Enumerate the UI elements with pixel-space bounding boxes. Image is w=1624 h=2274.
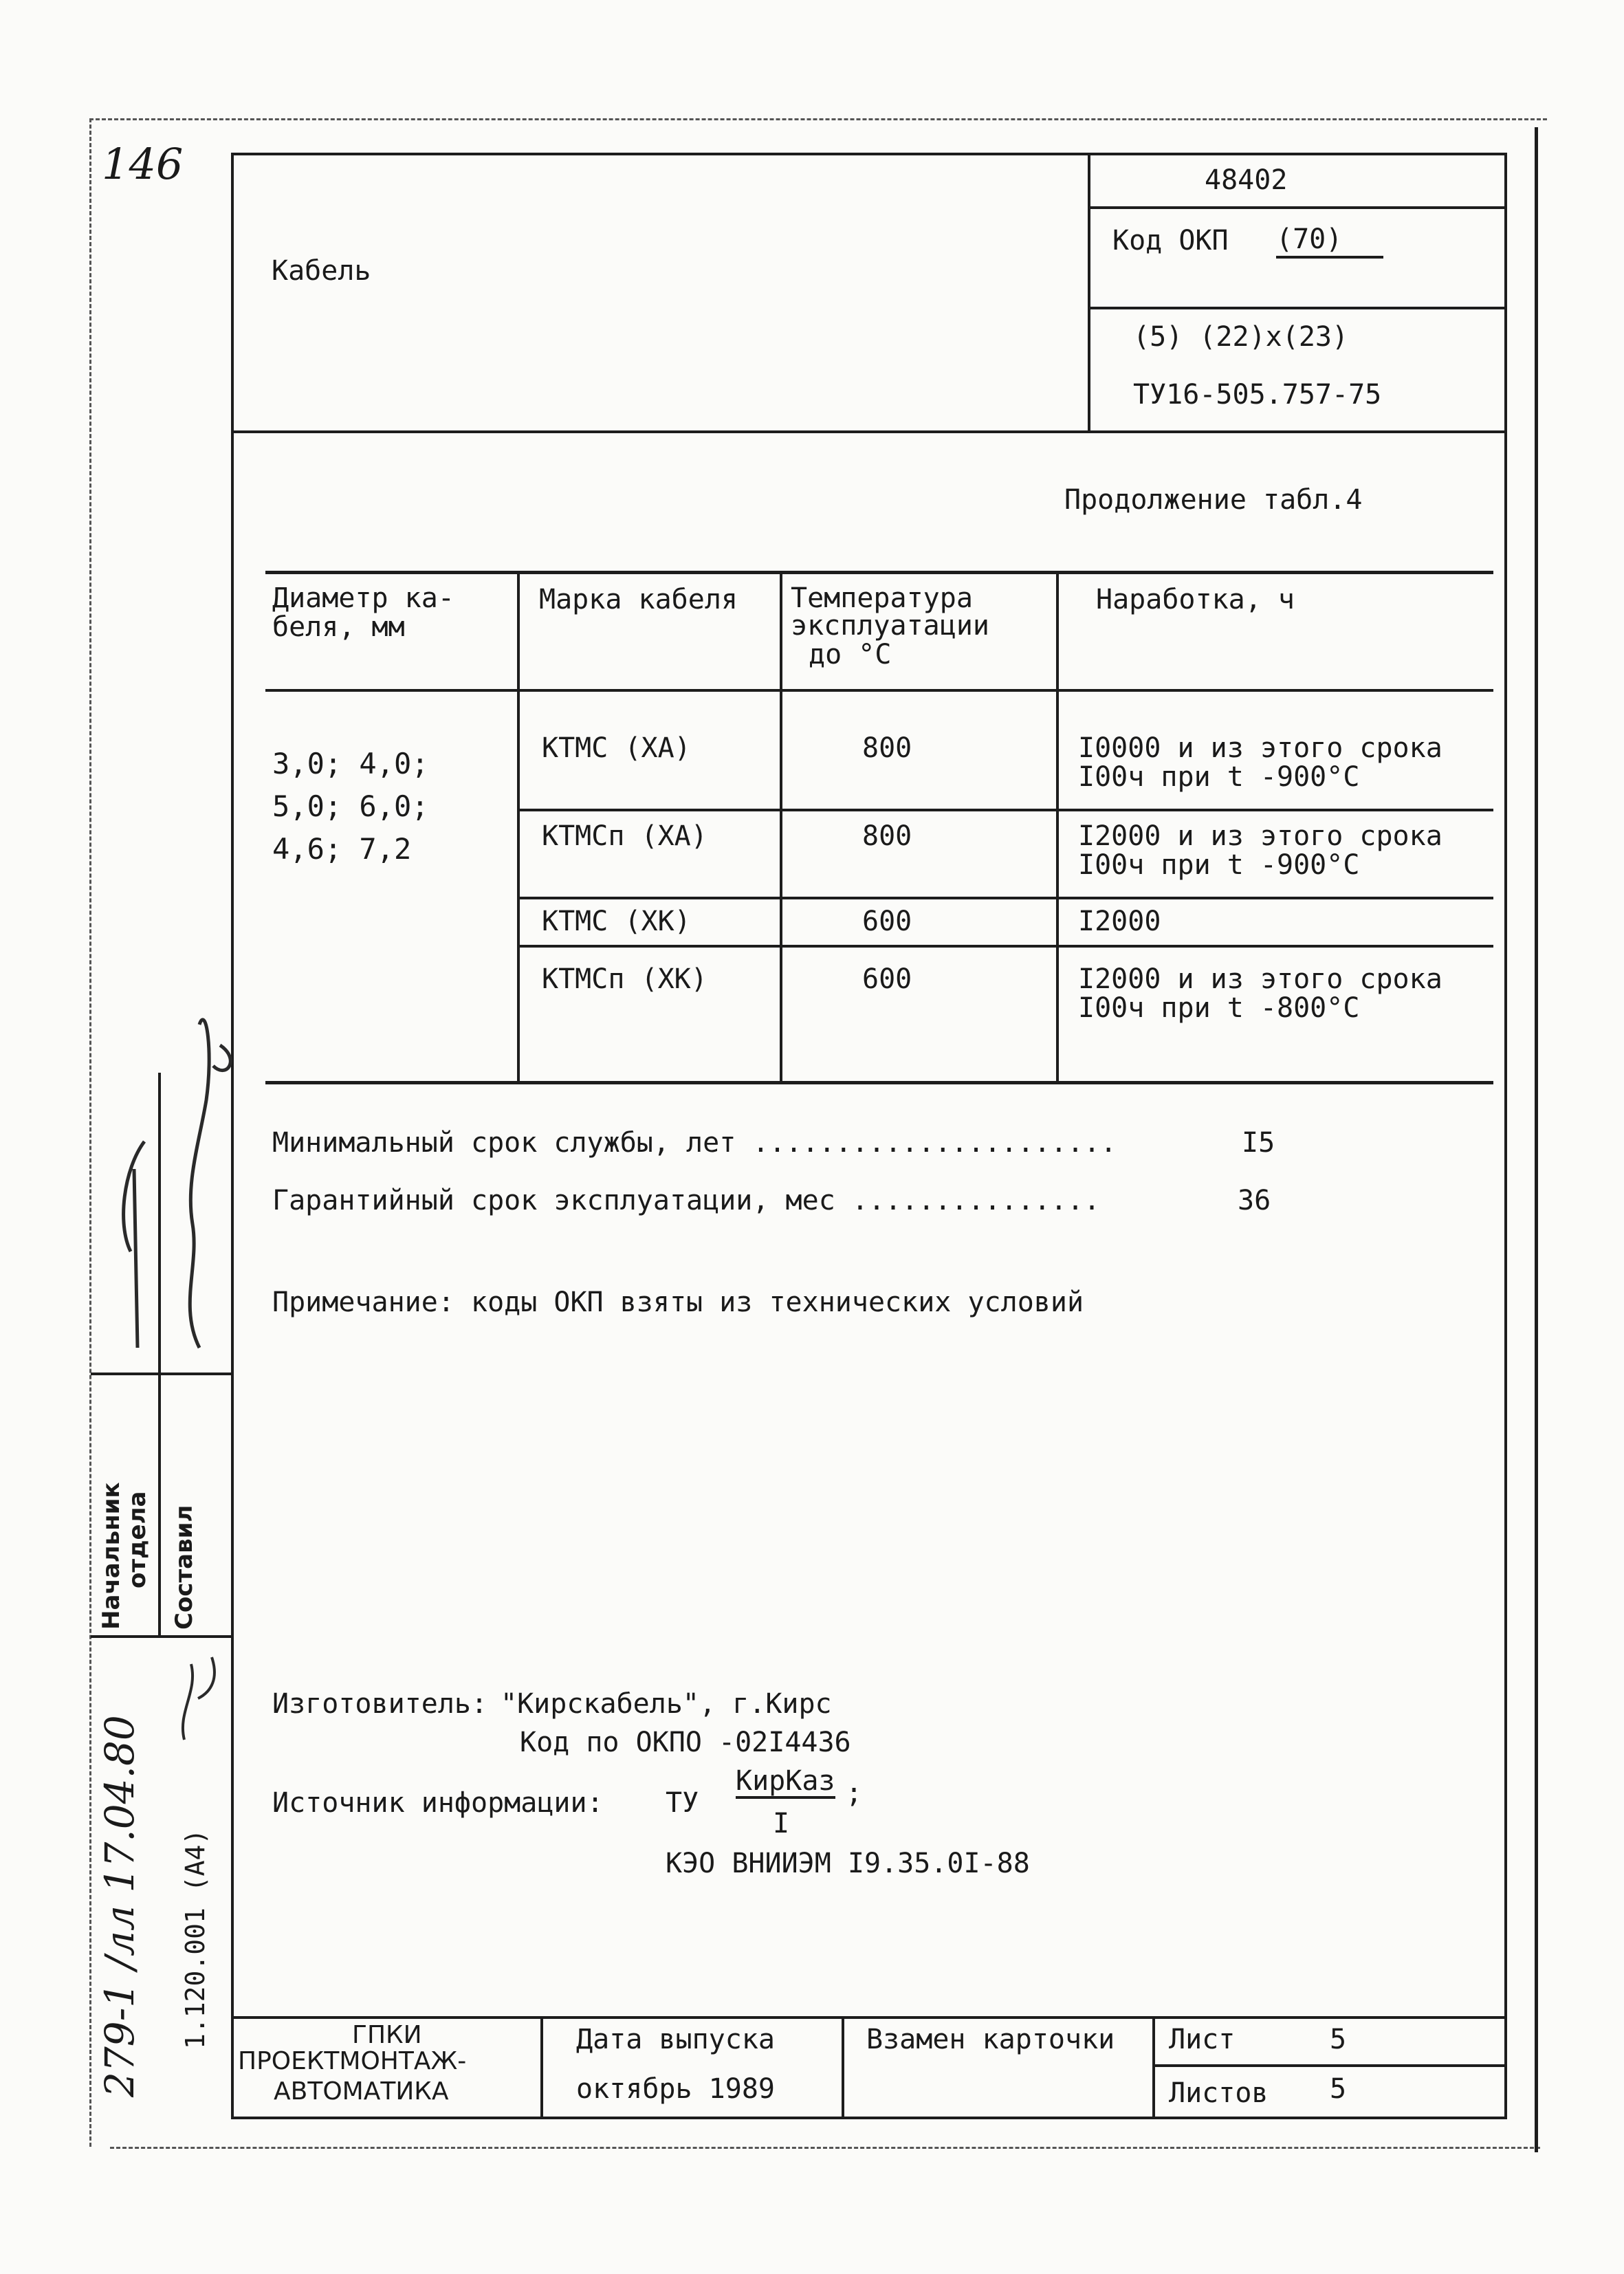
footer-sheet-label: Лист (1169, 2024, 1236, 2055)
code-number: 48402 (1205, 164, 1288, 196)
stamp-handwritten-code: 279-1 /лл 17.04.80 (96, 1715, 143, 2097)
stamp-head-label2: отдела (124, 1491, 151, 1588)
row-2-brand: КТМСп (ХА) (542, 820, 707, 852)
okp-codes: (5) (22)x(23) (1133, 321, 1349, 353)
okp-label: Код ОКП (1112, 225, 1229, 256)
col-header-brand: Марка кабеля (539, 584, 738, 615)
row-1-brand: КТМС (ХА) (542, 732, 691, 764)
source-tu: ТУ (666, 1787, 699, 1819)
row-2-time-line1: I2000 и из этого срока (1078, 820, 1442, 852)
col-header-temperature-line2: эксплуатации (791, 610, 989, 642)
table-bottom-line (265, 1081, 1493, 1084)
table-col-divider-2 (780, 571, 782, 1084)
footer-divider-3 (1152, 2016, 1155, 2119)
footer-top-line (231, 2016, 1507, 2019)
row-1-temp: 800 (862, 732, 912, 764)
col-header-diameter-line1: Диаметр ка- (272, 582, 454, 614)
row-2-temp: 800 (862, 820, 912, 852)
frame-right-outer (1535, 127, 1538, 2152)
warranty-value: 36 (1238, 1185, 1271, 1216)
row-3-brand: КТМС (ХК) (542, 906, 691, 937)
table-caption: Продолжение табл.4 (1064, 484, 1363, 516)
header-okp-line (1088, 307, 1507, 309)
manufacturer-name: "Кирскабель", г.Кирс (501, 1688, 832, 1720)
footer-issue-label: Дата выпуска (576, 2024, 775, 2055)
col-header-diameter-line2: беля, мм (272, 611, 405, 643)
footer-divider-1 (540, 2016, 543, 2119)
diameter-line-2: 5,0; 6,0; (272, 789, 429, 823)
source-label: Источник информации: (272, 1787, 604, 1819)
footer-org-line1: ГПКИ (352, 2021, 422, 2049)
table-row-line-1 (517, 809, 1493, 811)
scan-edge-left (89, 118, 91, 2147)
footer-org-line3: АВТОМАТИКА (274, 2077, 449, 2106)
stamp-form-code: 1.120.001 (А4) (180, 1828, 210, 2049)
row-1-time-line1: I0000 и из этого срока (1078, 732, 1442, 764)
product-name: Кабель (272, 255, 371, 287)
table-header-bottom-line (265, 689, 1493, 692)
footer-sheets-label: Листов (1169, 2077, 1269, 2109)
warranty-label: Гарантийный срок эксплуатации, мес ............... (272, 1185, 1101, 1216)
table-top-line (265, 571, 1493, 574)
note: Примечание: коды ОКП взяты из технических условий (272, 1287, 1084, 1318)
diameter-line-1: 3,0; 4,0; (272, 747, 429, 780)
row-4-time-line2: I00ч при t -800°C (1078, 992, 1360, 1024)
frame-right (1504, 153, 1507, 2119)
scan-edge-bottom (110, 2147, 1540, 2149)
okp-value: (70) (1276, 224, 1383, 259)
footer-replaces-label: Взамен карточки (866, 2024, 1115, 2055)
row-3-time-line1: I2000 (1078, 906, 1161, 937)
scan-edge-top (89, 118, 1547, 120)
min-service-label: Минимальный срок службы, лет ...................... (272, 1127, 1117, 1159)
row-4-time-line1: I2000 и из этого срока (1078, 963, 1442, 995)
manufacturer-okpo: Код по ОКПО -02I4436 (520, 1727, 851, 1758)
diameter-line-3: 4,6; 7,2 (272, 832, 412, 866)
table-col-divider-3 (1056, 571, 1059, 1084)
stamp-compiler-label: Составил (171, 1505, 198, 1630)
frame-top (231, 153, 1507, 155)
footer-divider-2 (842, 2016, 844, 2119)
footer-issue-value: октябрь 1989 (576, 2073, 775, 2105)
col-header-operating-time: Наработка, ч (1096, 584, 1295, 615)
row-4-temp: 600 (862, 963, 912, 995)
header-bottom-line (231, 430, 1507, 433)
footer-sheets-value: 5 (1330, 2073, 1347, 2105)
frame-bottom (231, 2117, 1507, 2119)
spec-number: ТУ16-505.757-75 (1133, 379, 1382, 411)
source-reference: КЭО ВНИИЭМ I9.35.0I-88 (666, 1848, 1030, 1879)
source-denominator: I (773, 1808, 790, 1839)
row-2-time-line2: I00ч при t -900°C (1078, 849, 1360, 881)
corner-note: 146 (102, 139, 184, 189)
row-3-temp: 600 (862, 906, 912, 937)
signature-initials (171, 1637, 232, 1747)
stamp-head-label: Начальник (98, 1482, 125, 1630)
footer-sheet-value: 5 (1330, 2024, 1347, 2055)
footer-sheet-line (1152, 2064, 1507, 2067)
table-row-line-3 (517, 945, 1493, 948)
header-code-line (1088, 206, 1507, 209)
row-1-time-line2: I00ч при t -900°C (1078, 761, 1360, 793)
manufacturer-label: Изготовитель: (272, 1688, 488, 1720)
col-header-temperature-line1: Температура (791, 582, 973, 614)
row-4-brand: КТМСп (ХК) (542, 963, 707, 995)
footer-org-line2: ПРОЕКТМОНТАЖ- (238, 2047, 467, 2075)
source-numerator: КирКаз (736, 1766, 835, 1799)
signatures-drawing (103, 963, 248, 1375)
min-service-value: I5 (1242, 1127, 1275, 1159)
source-suffix: ; (846, 1778, 863, 1809)
table-col-divider-1 (517, 571, 520, 1084)
header-divider-vertical (1088, 153, 1090, 433)
col-header-temperature-line3: до °C (809, 639, 892, 670)
table-row-line-2 (517, 897, 1493, 899)
